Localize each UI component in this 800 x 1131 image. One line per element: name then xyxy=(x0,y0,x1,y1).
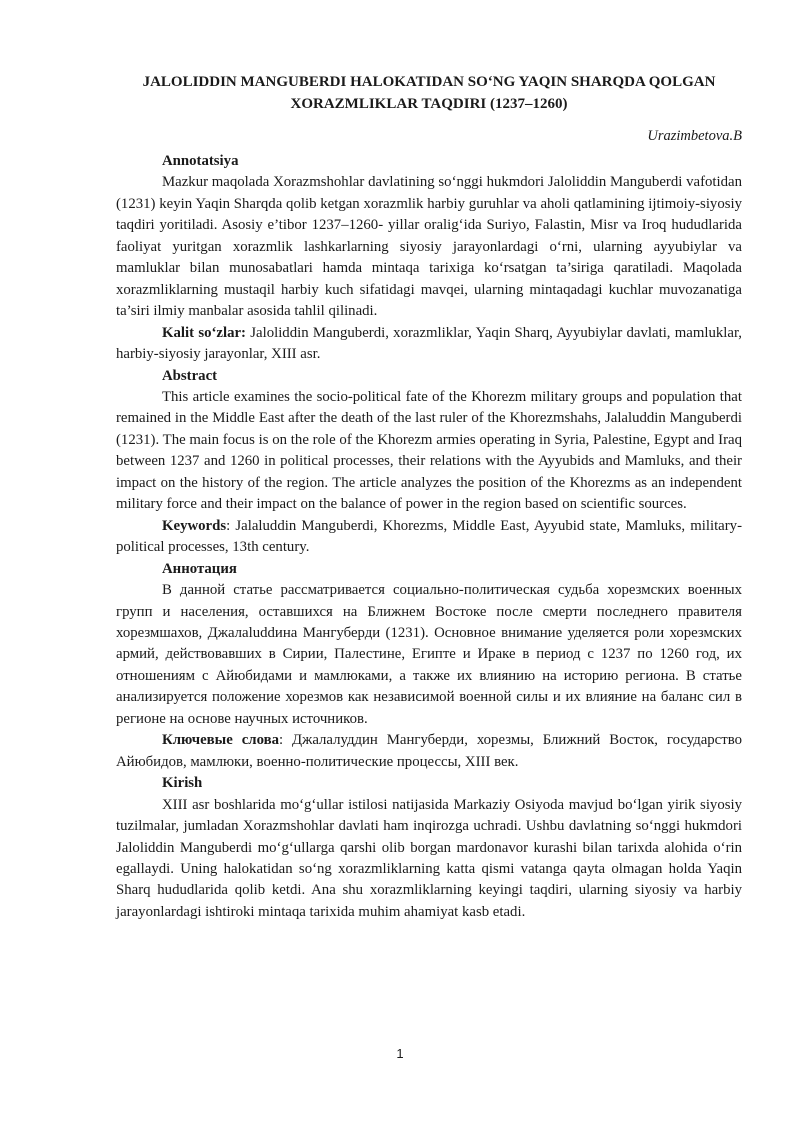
article-body xyxy=(116,151,742,923)
annotation-ru-text: В данной статье рассматривается социально-политическая судьба хорезмских военных групп и населения, оставшихся на Ближнем Востоке после смерти последнего правителя хорезмшахов, Джалаluddина Мангуберди (1231). Основное внимание уделяется роли хорезмских армий, действовавших в Сирии, Палестине, Египте и Ираке в период с 1237 по 1260 год, их отношениям с Айюбидами и мамлюками, а также их влиянию на историю региона. В статье анализируется положение хорезмов как независимой военной силы и их влияние на баланс сил в регионе на основе научных источников. xyxy=(116,582,742,727)
annotation-uz-text: Mazkur maqolada Xorazmshohlar davlatining so‘nggi hukmdori Jaloliddin Manguberdi vafotidan (1231) keyin Yaqin Sharqda qolib ketgan xorazmlik harbiy guruhlar va aholi qatlamining ijtimoiy-siyosiy taqdiri yoritiladi. Asosiy e’tibor 1237–1260- yillar oralig‘ida Suriyo, Falastin, Misr va Iroq hududlarida faoliyat yuritgan xorazmlik lashkarlarning siyosiy jarayonlardagi o‘rni, ularning ayyubiylar va mamluklar bilan munosabatlari hamda mintaqa tarixiga ko‘rsatgan ta’siriga qaratiladi. Maqolada xorazmliklarning mustaqil harbiy kuch sifatidagi mavqei, ularning mintaqadagi kuchlar muvozanatiga ta’siri ilmiy manbalar asosida tahlil qilinadi. xyxy=(116,174,742,320)
keywords-ru-label: Ключевые слова xyxy=(162,732,279,749)
keywords-ru-list: : Джалалуддин Мангуберди, хорезмы, Ближний Восток, государство Айюбидов, мамлюки, военно-политические процессы, XIII век. xyxy=(116,732,743,770)
annotation-uz-heading: Annotatsiya xyxy=(162,153,239,169)
document-page xyxy=(116,72,742,923)
introduction-heading: Kirish xyxy=(162,775,203,792)
keywords-ru xyxy=(116,730,742,773)
keywords-uz-label: Kalit so‘zlar: xyxy=(162,324,246,341)
abstract-en-text: This article examines the socio-political fate of the Khorezm military groups and population that remained in the Middle East after the death of the last ruler of the Khorezmshahs, Jalaluddin Manguberdi (1231). The main focus is on the role of the Khorezm armies operating in Syria, Palestine, Egypt and Iraq between 1237 and 1260 in political processes, their relations with the Ayyubids and Mamluks, and their impact on the history of the region. The article analyzes the position of the Khorezms as an independent military force and their impact on the balance of power in the region based on scientific sources. xyxy=(116,388,742,513)
keywords-uz-list: Jaloliddin Manguberdi, xorazmliklar, Yaqin Sharq, Ayyubiylar davlati, mamluklar, harbiy-siyosiy jarayonlar, XIII asr. xyxy=(116,324,742,363)
keywords-uz xyxy=(116,323,742,366)
author-name: Urazimbetova.B xyxy=(647,128,742,144)
abstract-en-heading: Abstract xyxy=(162,367,218,384)
keywords-en-list: : Jalaluddin Manguberdi, Khorezms, Middle East, Ayyubid state, Mamluks, military-political processes, 13th century. xyxy=(116,517,742,556)
annotation-ru-heading: Аннотация xyxy=(162,560,237,577)
article-title: JALOLIDDIN MANGUBERDI HALOKATIDAN SO‘NG YAQIN SHARQDA QOLGAN XORAZMLIKLAR TAQDIRI (1237–1260) xyxy=(142,74,716,112)
introduction-text: XIII asr boshlarida mo‘g‘ullar istilosi natijasida Markaziy Osiyoda mavjud bo‘lgan yirik siyosiy tuzilmalar, jumladan Xorazmshohlar davlati ham inqirozga uchradi. Ushbu davlatning so‘nggi hukmdori Jaloliddin Manguberdi mo‘g‘ullarga qarshi olib borgan mardonavor kurashi bilan tarixda alohida o‘rin egallaydi. Uning halokatidan so‘ng xorazmliklarning katta qismi vatanga qayta olmagan holda Yaqin Sharq hududlarida qolib ketdi. Ana shu xorazmliklarning keyingi taqdiri, ularning siyosiy va harbiy jarayonlardagi ishtiroki mintaqa tarixida muhim ahamiyat kasb etadi. xyxy=(116,796,742,920)
keywords-en xyxy=(116,516,742,559)
keywords-en-label: Keywords xyxy=(162,517,227,534)
page-number: 1 xyxy=(396,1046,404,1061)
